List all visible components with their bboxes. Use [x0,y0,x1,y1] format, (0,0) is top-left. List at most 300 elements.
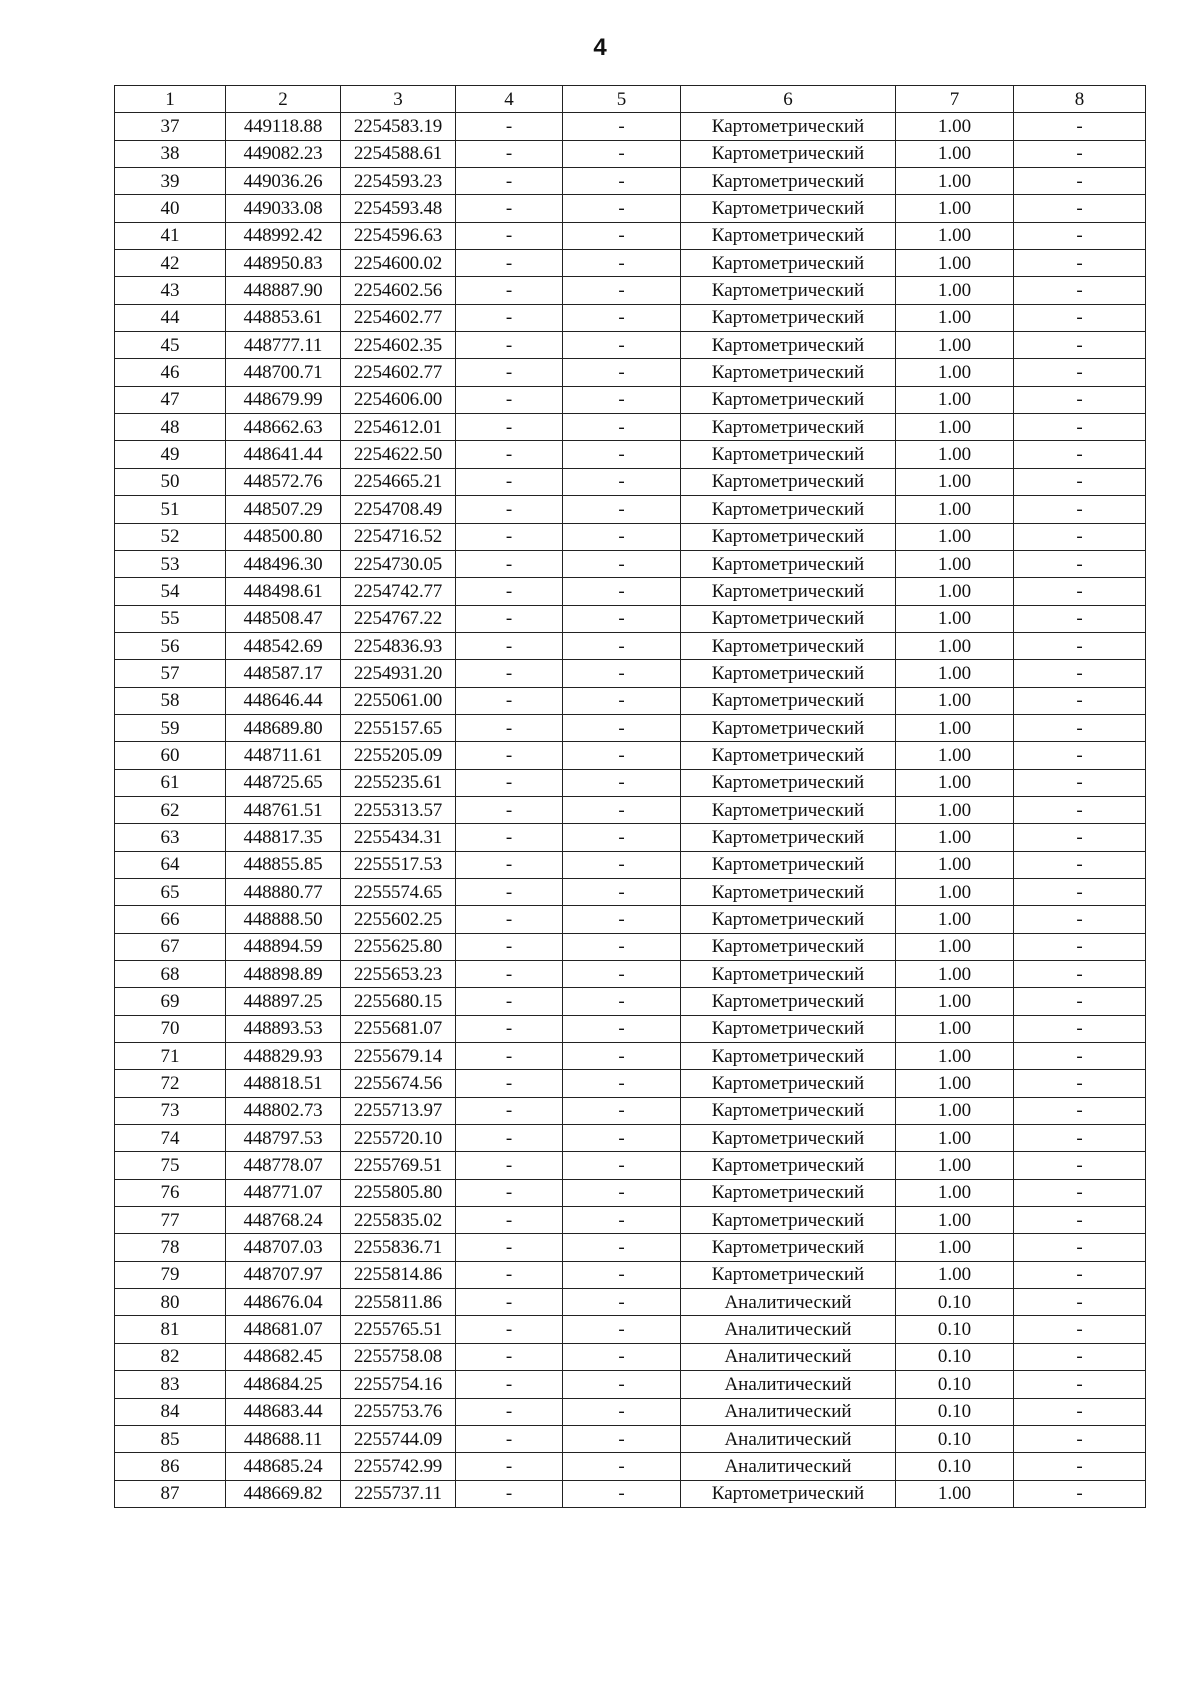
point-number-cell: 58 [115,687,226,714]
column-8-cell: - [1014,1070,1146,1097]
method-cell: Картометрический [681,441,896,468]
table-row [115,796,1146,823]
column-5-cell: - [563,1343,681,1370]
x-coordinate-cell: 448950.83 [226,250,341,277]
point-number-cell: 67 [115,933,226,960]
y-coordinate-cell: 2254593.48 [341,195,456,222]
x-coordinate-cell: 448771.07 [226,1179,341,1206]
table-row [115,1207,1146,1234]
column-5-cell: - [563,1179,681,1206]
method-cell: Картометрический [681,1097,896,1124]
table-row [115,359,1146,386]
y-coordinate-cell: 2254606.00 [341,386,456,413]
column-5-cell: - [563,113,681,140]
point-number-cell: 43 [115,277,226,304]
column-8-cell: - [1014,1015,1146,1042]
y-coordinate-cell: 2255753.76 [341,1398,456,1425]
column-4-cell: - [456,359,563,386]
column-5-cell: - [563,578,681,605]
x-coordinate-cell: 448679.99 [226,386,341,413]
accuracy-cell: 1.00 [896,1207,1014,1234]
table-row [115,113,1146,140]
y-coordinate-cell: 2254708.49 [341,496,456,523]
column-8-cell: - [1014,1234,1146,1261]
method-cell: Картометрический [681,605,896,632]
column-8-cell: - [1014,1207,1146,1234]
method-cell: Картометрический [681,632,896,659]
y-coordinate-cell: 2254730.05 [341,550,456,577]
accuracy-cell: 1.00 [896,195,1014,222]
column-4-cell: - [456,1261,563,1288]
column-4-cell: - [456,769,563,796]
x-coordinate-cell: 448897.25 [226,988,341,1015]
y-coordinate-cell: 2255602.25 [341,906,456,933]
accuracy-cell: 1.00 [896,1043,1014,1070]
x-coordinate-cell: 448817.35 [226,824,341,851]
table-row [115,140,1146,167]
column-8-cell: - [1014,523,1146,550]
point-number-cell: 48 [115,414,226,441]
accuracy-cell: 1.00 [896,961,1014,988]
x-coordinate-cell: 448684.25 [226,1371,341,1398]
point-number-cell: 83 [115,1371,226,1398]
table-row [115,742,1146,769]
point-number-cell: 41 [115,222,226,249]
method-cell: Картометрический [681,1480,896,1507]
column-8-cell: - [1014,1289,1146,1316]
point-number-cell: 38 [115,140,226,167]
table-row [115,660,1146,687]
column-8-cell: - [1014,878,1146,905]
y-coordinate-cell: 2255744.09 [341,1425,456,1452]
column-5-cell: - [563,1125,681,1152]
method-cell: Картометрический [681,1125,896,1152]
point-number-cell: 70 [115,1015,226,1042]
method-cell: Картометрический [681,140,896,167]
column-5-cell: - [563,1480,681,1507]
accuracy-cell: 1.00 [896,878,1014,905]
column-5-cell: - [563,851,681,878]
y-coordinate-cell: 2254716.52 [341,523,456,550]
y-coordinate-cell: 2255765.51 [341,1316,456,1343]
point-number-cell: 81 [115,1316,226,1343]
method-cell: Картометрический [681,304,896,331]
column-8-cell: - [1014,1152,1146,1179]
column-8-cell: - [1014,1179,1146,1206]
column-4-cell: - [456,933,563,960]
table-row [115,468,1146,495]
table-row [115,906,1146,933]
table-row [115,851,1146,878]
column-8-cell: - [1014,906,1146,933]
table-row [115,632,1146,659]
table-row [115,441,1146,468]
column-4-cell: - [456,222,563,249]
table-body [115,113,1146,1508]
column-header: 6 [681,86,896,113]
column-8-cell: - [1014,222,1146,249]
method-cell: Картометрический [681,1234,896,1261]
y-coordinate-cell: 2255517.53 [341,851,456,878]
accuracy-cell: 1.00 [896,1015,1014,1042]
accuracy-cell: 0.10 [896,1453,1014,1480]
point-number-cell: 76 [115,1179,226,1206]
table-row [115,1289,1146,1316]
table-row [115,1070,1146,1097]
column-5-cell: - [563,605,681,632]
y-coordinate-cell: 2254602.56 [341,277,456,304]
y-coordinate-cell: 2255811.86 [341,1289,456,1316]
column-4-cell: - [456,1179,563,1206]
column-4-cell: - [456,195,563,222]
accuracy-cell: 1.00 [896,113,1014,140]
x-coordinate-cell: 448542.69 [226,632,341,659]
y-coordinate-cell: 2255434.31 [341,824,456,851]
method-cell: Картометрический [681,168,896,195]
y-coordinate-cell: 2255737.11 [341,1480,456,1507]
method-cell: Картометрический [681,1261,896,1288]
accuracy-cell: 1.00 [896,851,1014,878]
point-number-cell: 80 [115,1289,226,1316]
y-coordinate-cell: 2255758.08 [341,1343,456,1370]
x-coordinate-cell: 448893.53 [226,1015,341,1042]
table-row [115,1261,1146,1288]
column-8-cell: - [1014,660,1146,687]
y-coordinate-cell: 2255835.02 [341,1207,456,1234]
method-cell: Картометрический [681,851,896,878]
accuracy-cell: 1.00 [896,468,1014,495]
table-row [115,1152,1146,1179]
accuracy-cell: 1.00 [896,441,1014,468]
column-5-cell: - [563,441,681,468]
y-coordinate-cell: 2254596.63 [341,222,456,249]
y-coordinate-cell: 2254593.23 [341,168,456,195]
x-coordinate-cell: 448768.24 [226,1207,341,1234]
column-8-cell: - [1014,386,1146,413]
point-number-cell: 63 [115,824,226,851]
method-cell: Картометрический [681,359,896,386]
accuracy-cell: 1.00 [896,1261,1014,1288]
column-5-cell: - [563,250,681,277]
column-header: 2 [226,86,341,113]
column-header: 1 [115,86,226,113]
column-8-cell: - [1014,250,1146,277]
point-number-cell: 74 [115,1125,226,1152]
column-4-cell: - [456,1453,563,1480]
x-coordinate-cell: 448853.61 [226,304,341,331]
column-5-cell: - [563,687,681,714]
table-row [115,277,1146,304]
column-4-cell: - [456,1015,563,1042]
y-coordinate-cell: 2255805.80 [341,1179,456,1206]
x-coordinate-cell: 448818.51 [226,1070,341,1097]
y-coordinate-cell: 2255814.86 [341,1261,456,1288]
column-4-cell: - [456,796,563,823]
column-5-cell: - [563,1152,681,1179]
x-coordinate-cell: 448507.29 [226,496,341,523]
column-5-cell: - [563,414,681,441]
column-header: 5 [563,86,681,113]
point-number-cell: 85 [115,1425,226,1452]
column-5-cell: - [563,632,681,659]
column-8-cell: - [1014,1398,1146,1425]
point-number-cell: 64 [115,851,226,878]
column-8-cell: - [1014,1043,1146,1070]
x-coordinate-cell: 448777.11 [226,332,341,359]
y-coordinate-cell: 2254600.02 [341,250,456,277]
accuracy-cell: 1.00 [896,523,1014,550]
table-row [115,1015,1146,1042]
column-8-cell: - [1014,632,1146,659]
method-cell: Аналитический [681,1371,896,1398]
y-coordinate-cell: 2254742.77 [341,578,456,605]
column-8-cell: - [1014,851,1146,878]
table-row [115,933,1146,960]
y-coordinate-cell: 2254931.20 [341,660,456,687]
table-row [115,824,1146,851]
method-cell: Картометрический [681,386,896,413]
x-coordinate-cell: 448662.63 [226,414,341,441]
method-cell: Аналитический [681,1453,896,1480]
accuracy-cell: 0.10 [896,1316,1014,1343]
column-5-cell: - [563,1371,681,1398]
method-cell: Картометрический [681,250,896,277]
x-coordinate-cell: 449033.08 [226,195,341,222]
method-cell: Картометрический [681,496,896,523]
y-coordinate-cell: 2255742.99 [341,1453,456,1480]
table-row [115,222,1146,249]
column-4-cell: - [456,878,563,905]
column-5-cell: - [563,1453,681,1480]
point-number-cell: 77 [115,1207,226,1234]
column-5-cell: - [563,878,681,905]
column-4-cell: - [456,332,563,359]
y-coordinate-cell: 2254665.21 [341,468,456,495]
point-number-cell: 87 [115,1480,226,1507]
accuracy-cell: 1.00 [896,496,1014,523]
method-cell: Картометрический [681,933,896,960]
point-number-cell: 59 [115,714,226,741]
table-row [115,496,1146,523]
column-5-cell: - [563,933,681,960]
table-row [115,1316,1146,1343]
accuracy-cell: 1.00 [896,742,1014,769]
column-4-cell: - [456,1070,563,1097]
column-4-cell: - [456,1316,563,1343]
point-number-cell: 79 [115,1261,226,1288]
accuracy-cell: 1.00 [896,1070,1014,1097]
accuracy-cell: 1.00 [896,222,1014,249]
table-row [115,769,1146,796]
x-coordinate-cell: 448685.24 [226,1453,341,1480]
table-row [115,332,1146,359]
column-5-cell: - [563,1289,681,1316]
column-4-cell: - [456,687,563,714]
table-row [115,250,1146,277]
y-coordinate-cell: 2254612.01 [341,414,456,441]
column-4-cell: - [456,523,563,550]
column-4-cell: - [456,113,563,140]
point-number-cell: 54 [115,578,226,605]
method-cell: Картометрический [681,222,896,249]
y-coordinate-cell: 2254602.77 [341,304,456,331]
column-8-cell: - [1014,140,1146,167]
table-row [115,1125,1146,1152]
accuracy-cell: 0.10 [896,1425,1014,1452]
column-8-cell: - [1014,961,1146,988]
column-8-cell: - [1014,359,1146,386]
coordinates-table [114,85,1146,1508]
column-4-cell: - [456,578,563,605]
column-5-cell: - [563,1043,681,1070]
column-5-cell: - [563,1261,681,1288]
accuracy-cell: 1.00 [896,359,1014,386]
column-5-cell: - [563,195,681,222]
column-4-cell: - [456,660,563,687]
point-number-cell: 86 [115,1453,226,1480]
column-8-cell: - [1014,468,1146,495]
header-row [115,86,1146,113]
y-coordinate-cell: 2255205.09 [341,742,456,769]
column-8-cell: - [1014,796,1146,823]
accuracy-cell: 1.00 [896,824,1014,851]
column-header: 3 [341,86,456,113]
accuracy-cell: 1.00 [896,906,1014,933]
table-row [115,1179,1146,1206]
y-coordinate-cell: 2255157.65 [341,714,456,741]
x-coordinate-cell: 448761.51 [226,796,341,823]
column-8-cell: - [1014,113,1146,140]
column-4-cell: - [456,1043,563,1070]
method-cell: Картометрический [681,687,896,714]
table-row [115,714,1146,741]
table-row [115,1097,1146,1124]
y-coordinate-cell: 2255836.71 [341,1234,456,1261]
accuracy-cell: 1.00 [896,277,1014,304]
point-number-cell: 56 [115,632,226,659]
column-5-cell: - [563,386,681,413]
method-cell: Картометрический [681,714,896,741]
column-4-cell: - [456,714,563,741]
y-coordinate-cell: 2254767.22 [341,605,456,632]
column-5-cell: - [563,550,681,577]
table-row [115,605,1146,632]
y-coordinate-cell: 2254836.93 [341,632,456,659]
column-4-cell: - [456,550,563,577]
x-coordinate-cell: 448711.61 [226,742,341,769]
x-coordinate-cell: 448572.76 [226,468,341,495]
y-coordinate-cell: 2255713.97 [341,1097,456,1124]
table-row [115,550,1146,577]
x-coordinate-cell: 448880.77 [226,878,341,905]
column-8-cell: - [1014,496,1146,523]
x-coordinate-cell: 448688.11 [226,1425,341,1452]
column-8-cell: - [1014,441,1146,468]
x-coordinate-cell: 449082.23 [226,140,341,167]
method-cell: Аналитический [681,1398,896,1425]
accuracy-cell: 1.00 [896,1234,1014,1261]
point-number-cell: 71 [115,1043,226,1070]
column-8-cell: - [1014,742,1146,769]
accuracy-cell: 1.00 [896,933,1014,960]
accuracy-cell: 0.10 [896,1289,1014,1316]
point-number-cell: 42 [115,250,226,277]
accuracy-cell: 1.00 [896,1179,1014,1206]
point-number-cell: 66 [115,906,226,933]
y-coordinate-cell: 2255680.15 [341,988,456,1015]
point-number-cell: 72 [115,1070,226,1097]
x-coordinate-cell: 448898.89 [226,961,341,988]
column-5-cell: - [563,1070,681,1097]
method-cell: Картометрический [681,878,896,905]
point-number-cell: 44 [115,304,226,331]
column-4-cell: - [456,1425,563,1452]
table-row [115,414,1146,441]
method-cell: Картометрический [681,742,896,769]
table-row [115,1425,1146,1452]
point-number-cell: 65 [115,878,226,905]
column-5-cell: - [563,1097,681,1124]
x-coordinate-cell: 448725.65 [226,769,341,796]
accuracy-cell: 1.00 [896,687,1014,714]
column-8-cell: - [1014,1343,1146,1370]
y-coordinate-cell: 2255574.65 [341,878,456,905]
point-number-cell: 69 [115,988,226,1015]
method-cell: Картометрический [681,660,896,687]
table-row [115,687,1146,714]
accuracy-cell: 1.00 [896,140,1014,167]
column-8-cell: - [1014,332,1146,359]
method-cell: Картометрический [681,769,896,796]
column-4-cell: - [456,414,563,441]
method-cell: Картометрический [681,1015,896,1042]
column-4-cell: - [456,496,563,523]
accuracy-cell: 1.00 [896,988,1014,1015]
column-8-cell: - [1014,550,1146,577]
table-row [115,988,1146,1015]
method-cell: Аналитический [681,1289,896,1316]
table-row [115,1398,1146,1425]
method-cell: Картометрический [681,550,896,577]
x-coordinate-cell: 448676.04 [226,1289,341,1316]
x-coordinate-cell: 448682.45 [226,1343,341,1370]
column-5-cell: - [563,222,681,249]
method-cell: Картометрический [681,523,896,550]
column-4-cell: - [456,386,563,413]
y-coordinate-cell: 2254583.19 [341,113,456,140]
x-coordinate-cell: 449118.88 [226,113,341,140]
column-5-cell: - [563,523,681,550]
x-coordinate-cell: 448587.17 [226,660,341,687]
accuracy-cell: 1.00 [896,1152,1014,1179]
method-cell: Картометрический [681,277,896,304]
column-5-cell: - [563,742,681,769]
table-row [115,578,1146,605]
accuracy-cell: 1.00 [896,769,1014,796]
method-cell: Картометрический [681,824,896,851]
column-5-cell: - [563,796,681,823]
x-coordinate-cell: 448855.85 [226,851,341,878]
column-4-cell: - [456,277,563,304]
column-4-cell: - [456,168,563,195]
column-4-cell: - [456,468,563,495]
table-row [115,1371,1146,1398]
point-number-cell: 45 [115,332,226,359]
column-8-cell: - [1014,605,1146,632]
column-header: 4 [456,86,563,113]
column-4-cell: - [456,441,563,468]
column-5-cell: - [563,714,681,741]
